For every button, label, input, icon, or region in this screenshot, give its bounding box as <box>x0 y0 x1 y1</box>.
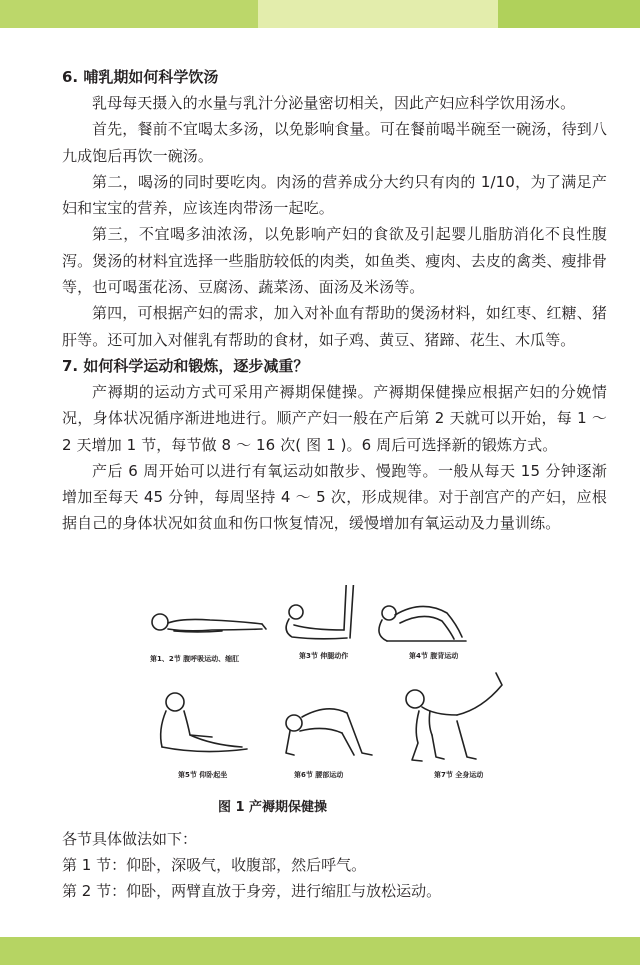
section6-paragraph: 第三，不宜喝多油浓汤，以免影响产妇的食欲及引起婴儿脂肪消化不良性腹泻。煲汤的材料宜选择一些脂肪较低的肉类，如鱼类、瘦肉、去皮的禽类、瘦排骨等，也可喝蛋花汤、豆腐汤、蔬菜汤、面汤及米汤等。 <box>62 225 607 297</box>
section7-paragraph: 产褥期的运动方式可采用产褥期保健操。产褥期保健操应根据产妇的分娩情况，身体状况循序渐进地进行。顺产产妇一般在产后第 2 天就可以开始，每 1 ～ 2 天增加 1 节，每节做 8 ～ 16 次( 图 1 )。6 周后可选择新的锻炼方式。 <box>62 382 607 454</box>
cat-back-figure-illustration <box>286 709 372 755</box>
figure-caption: 第3节 伸腿动作 <box>299 652 349 660</box>
section6-paragraph: 首先，餐前不宜喝太多汤，以免影响食量。可在餐前喝半碗至一碗汤，待到八九成饱后再饮一碗汤。 <box>62 120 607 165</box>
section6-paragraph: 第二，喝汤的同时要吃肉。肉汤的营养成分大约只有肉的 1/10，为了满足产妇和宝宝的营养，应该连肉带汤一起吃。 <box>62 172 607 218</box>
bottom-decorative-band <box>0 937 640 965</box>
figure-caption: 第5节 仰卧起坐 <box>178 771 228 779</box>
full-body-figure-illustration <box>406 673 502 761</box>
article-body <box>62 64 607 537</box>
leg-raise-figure-illustration <box>286 585 358 639</box>
exercise-illustrations <box>62 585 607 795</box>
figure-caption: 第6节 腰部运动 <box>294 771 344 779</box>
top-band-segment-left <box>0 0 258 28</box>
top-band-segment-right <box>498 0 640 28</box>
section7-paragraph: 产后 6 周开始可以进行有氧运动如散步、慢跑等。一般从每天 15 分钟逐渐增加至每天 45 分钟，每周坚持 4 ～ 5 次，形成规律。对于剖宫产的产妇，应根据自己的身体状况如贫血和伤口恢复情况，缓慢增加有氧运动及力量训练。 <box>62 461 607 533</box>
figure-caption: 第4节 腹背运动 <box>409 652 459 660</box>
step-item: 第 2 节：仰卧，两臂直放于身旁，进行缩肛与放松运动。 <box>62 882 442 900</box>
top-band-segment-middle <box>258 0 498 28</box>
figure-caption: 第1、2节 腹呼吸运动、缩肛 <box>150 655 240 663</box>
step-item: 第 1 节：仰卧，深吸气，收腹部，然后呼气。 <box>62 856 367 874</box>
back-arch-figure-illustration <box>379 606 466 641</box>
steps-list <box>62 826 607 904</box>
figure-caption: 第7节 全身运动 <box>434 771 484 779</box>
figure-title: 图 1 产褥期保健操 <box>217 800 328 815</box>
section6-heading: 6. 哺乳期如何科学饮汤 <box>62 68 219 86</box>
lying-figure-illustration <box>152 614 266 632</box>
sit-up-figure-illustration <box>161 693 247 752</box>
exercise-figure <box>62 585 607 825</box>
top-decorative-band <box>0 0 640 28</box>
steps-intro: 各节具体做法如下： <box>62 830 198 848</box>
section6-paragraph: 第四，可根据产妇的需求，加入对补血有帮助的煲汤材料，如红枣、红糖、猪肝等。还可加入对催乳有帮助的食材，如子鸡、黄豆、猪蹄、花生、木瓜等。 <box>62 304 607 349</box>
section6-paragraph: 乳母每天摄入的水量与乳汁分泌量密切相关，因此产妇应科学饮用汤水。 <box>92 94 576 112</box>
section7-heading: 7. 如何科学运动和锻炼，逐步减重？ <box>62 356 309 375</box>
